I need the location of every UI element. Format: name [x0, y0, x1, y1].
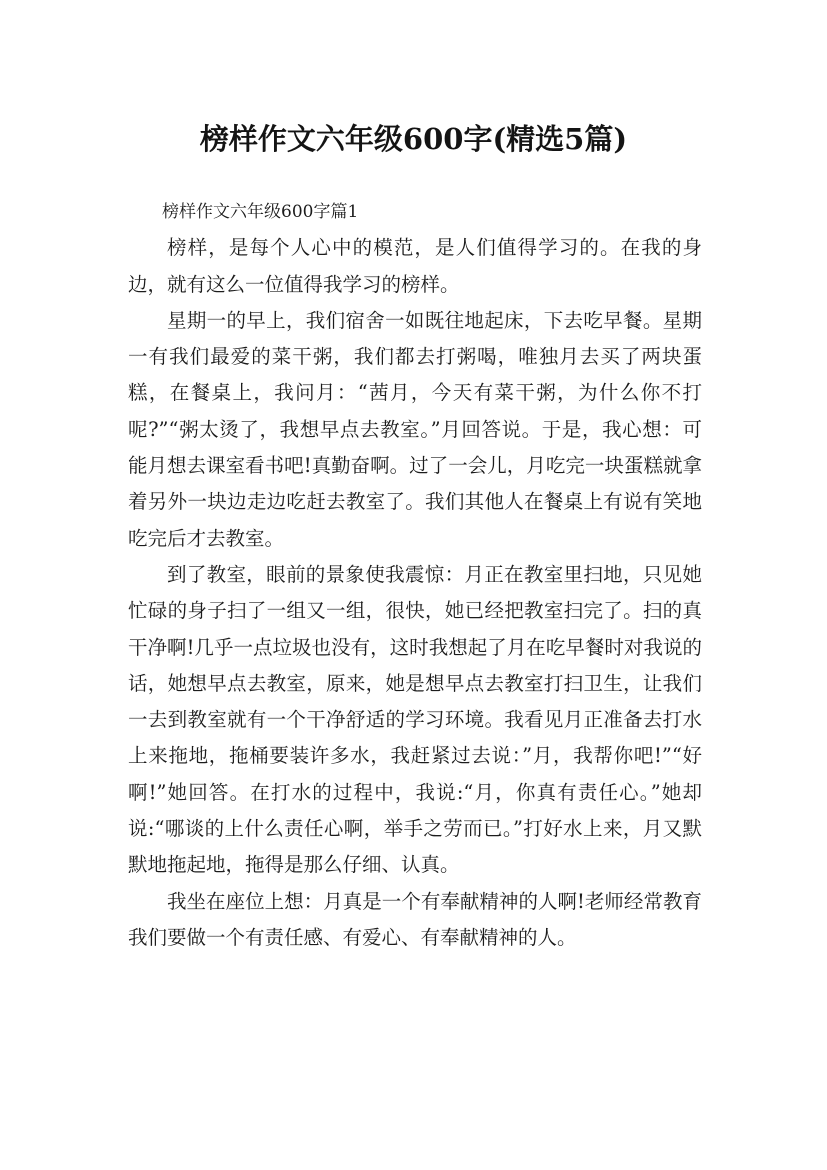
paragraph: 榜样，是每个人心中的模范，是人们值得学习的。在我的身边，就有这么一位值得我学习的榜样。 — [128, 236, 702, 296]
paragraph: 星期一的早上，我们宿舍一如既往地起床，下去吃早餐。星期一有我们最爱的菜干粥，我们都去打粥喝，唯独月去买了两块蛋糕，在餐桌上，我问月：“茜月，今天有菜干粥，为什么你不打呢?”“粥太烫了，我想早点去教室。”月回答说。于是，我心想：可能月想去课室看书吧!真勤奋啊。过了一会儿，月吃完一块蛋糕就拿着另外一块边走边吃赶去教室了。我们其他人在餐桌上有说有笑地吃完后才去教室。 — [128, 308, 702, 550]
paragraph: 到了教室，眼前的景象使我震惊：月正在教室里扫地，只见她忙碌的身子扫了一组又一组，很快，她已经把教室扫完了。扫的真干净啊!几乎一点垃圾也没有，这时我想起了月在吃早餐时对我说的话，她想早点去教室，原来，她是想早点去教室打扫卫生，让我们一去到教室就有一个干净舒适的学习环境。我看见月正准备去打水上来拖地，拖桶要装许多水，我赶紧过去说：”月，我帮你吧!”“好啊!”她回答。在打水的过程中，我说:“月，你真有责任心。”她却说:“哪谈的上什么责任心啊，举手之劳而已。”打好水上来，月又默默地拖起地，拖得是那么仔细、认真。 — [128, 562, 702, 877]
paragraph: 我坐在座位上想：月真是一个有奉献精神的人啊!老师经常教育我们要做一个有责任感、有爱心、有奉献精神的人。 — [128, 889, 702, 949]
section-heading: 榜样作文六年级600字篇1 — [162, 202, 359, 222]
page-title: 榜样作文六年级600字(精选5篇) — [199, 122, 628, 157]
article-body — [128, 194, 702, 956]
